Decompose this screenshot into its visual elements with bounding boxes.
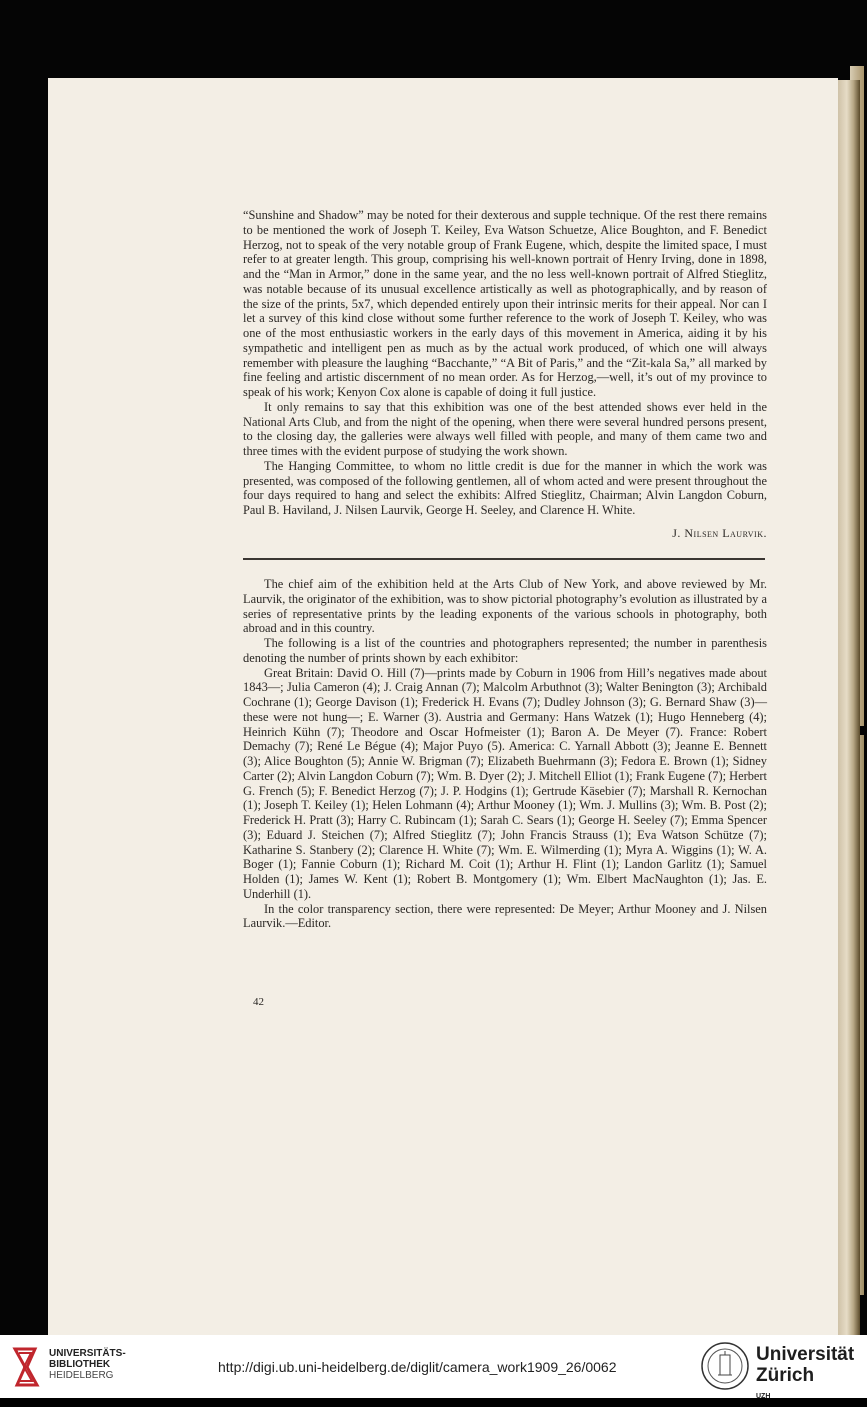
editor-paragraph: The chief aim of the exhibition held at the Arts Club of New York, and above reviewed by Mr. Laurvik, the originator of the exhibition, was to show pictorial photography’s evolution as illustrated by a series of representative prints by the leading exponents of the various schools in photography, both abroad and in this country.	[243, 577, 767, 636]
library-line: HEIDELBERG	[49, 1370, 114, 1381]
library-line: BIBLIOTHEK	[49, 1359, 111, 1370]
uzh-mark: UZH	[756, 1393, 771, 1400]
article-body	[243, 208, 767, 518]
footer-bar	[0, 1335, 867, 1398]
library-name	[49, 1348, 126, 1381]
page-edge	[838, 80, 860, 1338]
author-signature: J. Nilsen Laurvik.	[672, 526, 767, 540]
editor-paragraph: In the color transparency section, there were represented: De Meyer; Arthur Mooney and J. Nilsen Laurvik.—Editor.	[243, 901, 767, 931]
section-divider	[243, 558, 765, 560]
university-line-2	[756, 1365, 854, 1407]
photographer-list: Great Britain: David O. Hill (7)—prints made by Coburn in 1906 from Hill’s negatives made about 1843—; Julia Cameron (4); J. Craig Annan (7); Malcolm Arbuthnot (3); Walter Benington (3); Archibald Cochrane (1); George Davison (1); Frederick H. Evans (7); Dudley Johnson (3); G. Bernard Shaw (3)—these were not hung—; E. Warner (3). Austria and Germany: Hans Watzek (1); Hugo Henneberg (4); Heinrich Kühn (7); Theodore and Oscar Hofmeister (1); Baron A. De Meyer (7). France: Robert Demachy (7); René Le Bégue (4); Major Puyo (5). America: C. Yarnall Abbott (3); Jeanne E. Bennett (3); Alice Boughton (5); Annie W. Brigman (7); Elizabeth Buehrmann (3); Fedora E. Brown (1); Sidney Carter (2); Alvin Langdon Coburn (7); Wm. B. Dyer (2); J. Mitchell Elliot (1); Frank Eugene (7); Herbert G. French (5); F. Benedict Herzog (7); J. P. Hodgins (1); Gertrude Käsebier (7); Marshall R. Kernochan (1); Joseph T. Keiley (1); Helen Lohmann (4); Arthur Mooney (1); Wm. J. Mullins (3); Wm. B. Post (2); Frederick H. Pratt (3); Harry C. Rubincam (1); Sarah C. Sears (1); George H. Seeley (7); Emma Spencer (3); Eduard J. Steichen (7); Alfred Stieglitz (7); John Francis Strauss (1); Eva Watson Schütze (7); Katharine S. Stanbery (2); Clarence H. White (7); Wm. E. Wilmerding (1); Myra A. Wiggins (1); W. A. Boger (1); Fannie Coburn (1); Richard M. Coit (1); Arthur H. Flint (1); Landon Garlitz (1); Samuel Holden (1); James W. Kent (1); Robert B. Montgomery (1); Wm. Elbert MacNaughton (1); Jas. E. Underhill (1).	[243, 665, 767, 901]
article-paragraph: “Sunshine and Shadow” may be noted for their dexterous and supple technique. Of the rest there remains to be mentioned the work of Joseph T. Keiley, Eva Watson Schuetze, Alice Boughton, and F. Benedict Herzog, not to speak of the very notable group of Frank Eugene, which, despite the limited space, I must refer to at greater length. This group, comprising his well-known portrait of Henry Irving, done in 1898, and the “Man in Armor,” done in the same year, and the no less well-known portrait of Alfred Stieglitz, was notable because of its unusual excellence artistically as well as photographically, and by reason of the size of the prints, 5x7, which depended entirely upon their intrinsic merits for their appeal. Nor can I let a survey of this kind close without some further reference to the work of Joseph T. Keiley, who was one of the most enthusiastic workers in the early days of this movement in America, aiding it by his sympathetic and intelligent pen as much as by the actual work produced, of which one will always remember with pleasure the laughing “Bacchante,” “A Bit of Paris,” and the “Zit-kala Sa,” all marked by fine feeling and artistic discernment of no mean order. As for Herzog,—well, it’s out of my province to speak of his work; Kenyon Cox alone is capable of doing it full justice.	[243, 208, 767, 399]
editor-note	[243, 577, 767, 931]
article-paragraph: The Hanging Committee, to whom no little credit is due for the manner in which the work was presented, was composed of the following gentlemen, all of whom acted and were present throughout the four days required to hang and select the exhibits: Alfred Stieglitz, Chairman; Alvin Langdon Coburn, Paul B. Haviland, J. Nilsen Laurvik, George H. Seeley, and Clarence H. White.	[243, 458, 767, 517]
article-paragraph: It only remains to say that this exhibition was one of the best attended shows ever held in the National Arts Club, and from the night of the opening, when there were several hundred persons present, to the closing day, the galleries were always well filled with people, and many of them came two and three times with the evident purpose of studying the work shown.	[243, 399, 767, 458]
university-line: Universität	[756, 1344, 855, 1365]
source-url[interactable]: http://digi.ub.uni-heidelberg.de/diglit/camera_work1909_26/0062	[218, 1359, 617, 1375]
heidelberg-library-logo-icon	[9, 1343, 45, 1391]
library-line: UNIVERSITÄTS-	[49, 1348, 126, 1359]
university-city: Zürich	[756, 1365, 815, 1386]
editor-paragraph: The following is a list of the countries and photographers represented; the number in parenthesis denoting the number of prints shown by each exhibitor:	[243, 636, 767, 665]
page-number: 42	[253, 996, 264, 1008]
university-seal-icon	[700, 1341, 750, 1391]
